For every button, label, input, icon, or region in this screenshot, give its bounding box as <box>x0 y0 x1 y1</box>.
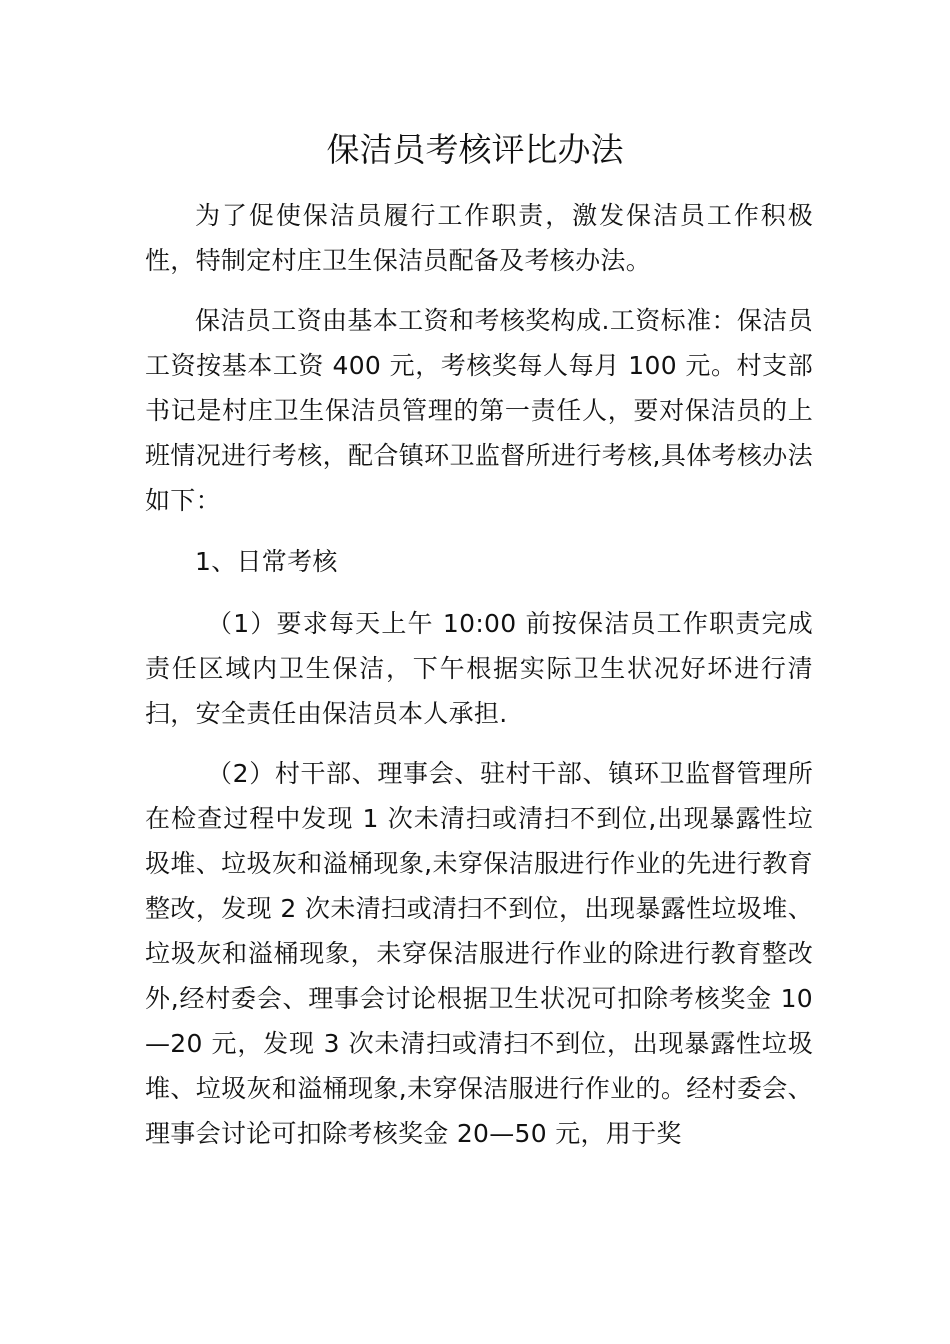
document-title: 保洁员考核评比办法 <box>326 130 624 169</box>
paragraph-purpose: 为了促使保洁员履行工作职责，激发保洁员工作积极性，特制定村庄卫生保洁员配备及考核办法。 <box>145 201 813 275</box>
paragraph-item-1: （1）要求每天上午 10:00 前按保洁员工作职责完成责任区域内卫生保洁，下午根据实际卫生状况好坏进行清扫，安全责任由保洁员本人承担. <box>145 609 813 728</box>
document-body <box>145 193 813 1172</box>
paragraph-salary: 保洁员工资由基本工资和考核奖构成.工资标准：保洁员工资按基本工资 400 元，考核奖每人每月 100 元。村支部书记是村庄卫生保洁员管理的第一责任人，要对保洁员的上班情况进行考核，配合镇环卫监督所进行考核,具体考核办法如下： <box>145 306 813 515</box>
paragraph-item-2: （2）村干部、理事会、驻村干部、镇环卫监督管理所在检查过程中发现 1 次未清扫或清扫不到位,出现暴露性垃圾堆、垃圾灰和溢桶现象,未穿保洁服进行作业的先进行教育整改，发现 2 次未清扫或清扫不到位，出现暴露性垃圾堆、垃圾灰和溢桶现象，未穿保洁服进行作业的除进行教育整改外,经村委会、理事会讨论根据卫生状况可扣除考核奖金 10—20 元，发现 3 次未清扫或清扫不到位，出现暴露性垃圾堆、垃圾灰和溢桶现象,未穿保洁服进行作业的。经村委会、理事会讨论可扣除考核奖金 20—50 元，用于奖 <box>145 759 813 1148</box>
section-heading-daily-assessment: 1、日常考核 <box>195 547 338 576</box>
